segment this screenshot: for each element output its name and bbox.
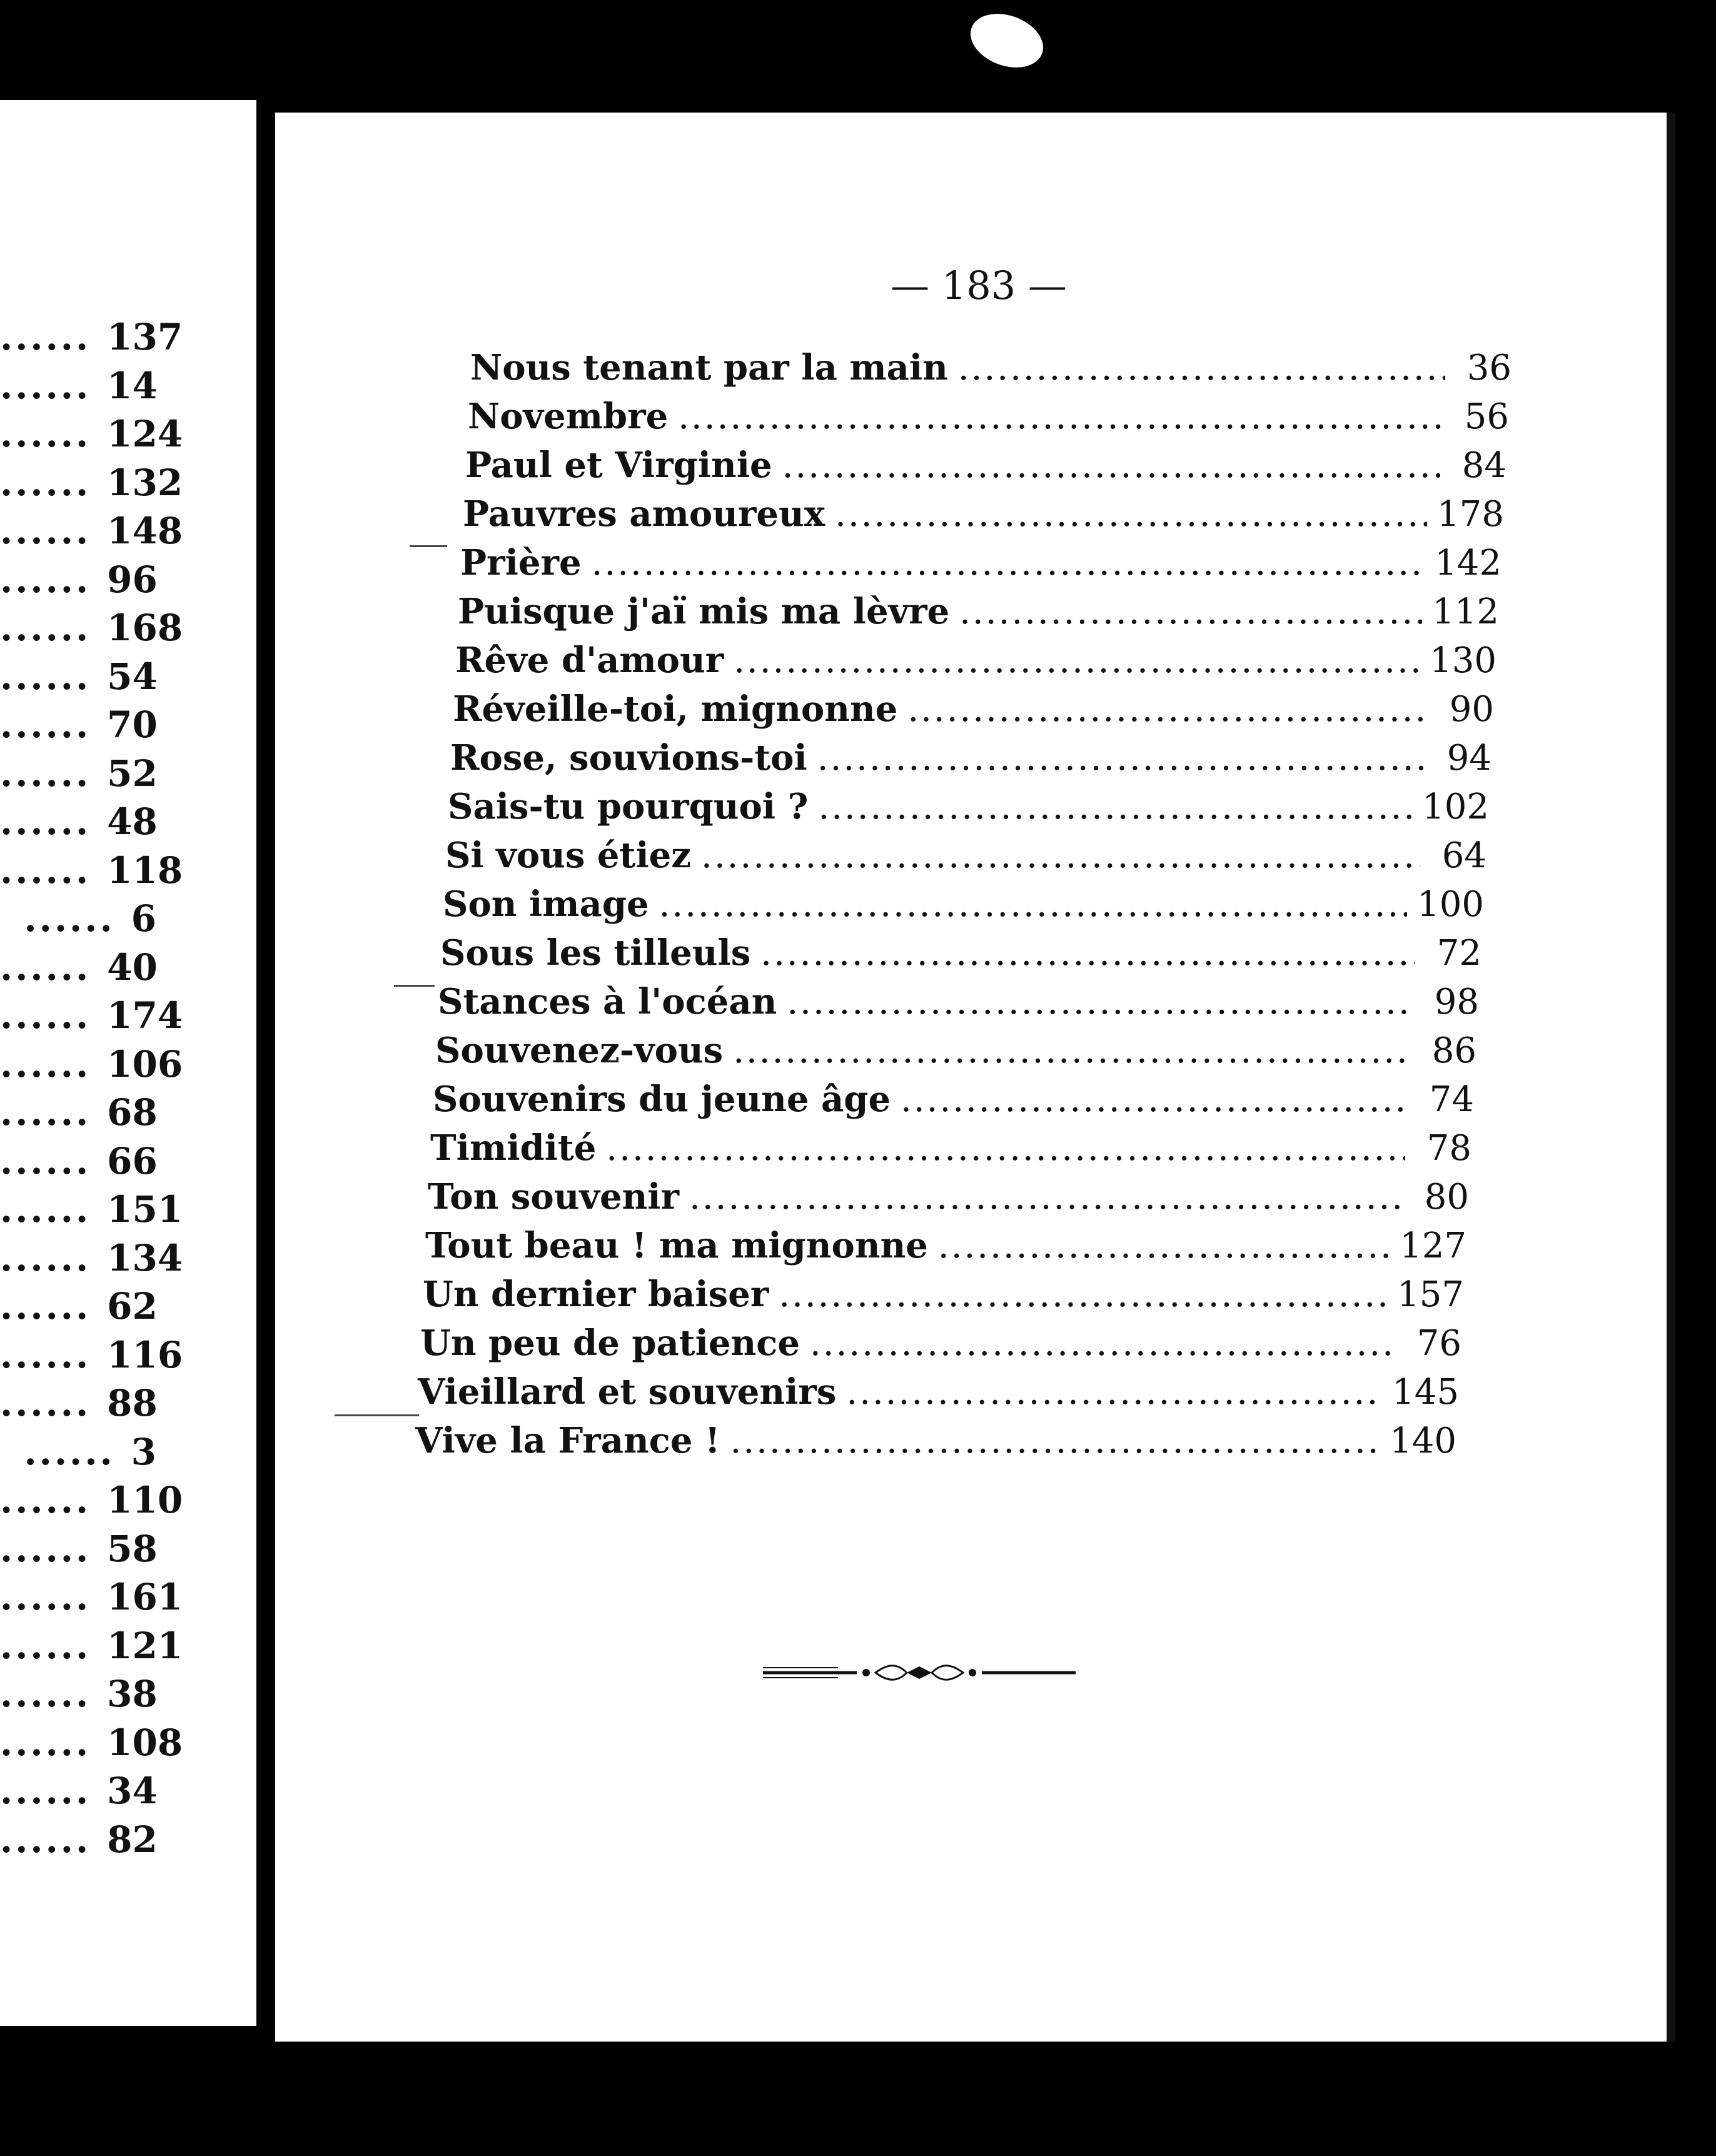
toc-entry-title: Vive la France ! bbox=[415, 1420, 720, 1461]
toc-entry-page: 56 bbox=[1464, 396, 1509, 437]
toc-entry-page: 102 bbox=[1422, 787, 1489, 827]
dot-leader bbox=[817, 738, 1425, 778]
left-page-entry bbox=[0, 1624, 183, 1667]
toc-entry-page: 84 bbox=[1461, 445, 1507, 486]
toc-entry-title: Paul et Virginie bbox=[465, 445, 772, 486]
toc-entry-title: Vieillard et souvenirs bbox=[418, 1371, 837, 1413]
left-page-entry bbox=[0, 1188, 183, 1231]
toc-entry bbox=[460, 542, 1502, 586]
left-page-number: 132 bbox=[107, 461, 183, 504]
dot-leader: ...... bbox=[0, 1139, 91, 1182]
toc-entry-page: 112 bbox=[1432, 592, 1499, 632]
left-page-entry bbox=[0, 1818, 158, 1861]
left-page-entry bbox=[0, 703, 158, 746]
dot-leader bbox=[659, 884, 1408, 925]
left-page-entry bbox=[0, 1576, 183, 1618]
toc-entry bbox=[455, 640, 1496, 683]
toc-entry-page: 80 bbox=[1424, 1177, 1469, 1217]
dot-leader: ...... bbox=[0, 413, 91, 455]
dot-leader bbox=[730, 1421, 1380, 1461]
dot-leader bbox=[782, 445, 1440, 486]
left-page-number: 134 bbox=[107, 1236, 183, 1279]
toc-entry-title: Un dernier baiser bbox=[423, 1274, 769, 1315]
toc-entry-title: Timidité bbox=[430, 1127, 597, 1169]
dot-leader: ...... bbox=[0, 316, 91, 358]
left-page-number: 124 bbox=[107, 413, 183, 455]
left-page-entry bbox=[0, 849, 183, 892]
left-page-number: 34 bbox=[107, 1770, 158, 1812]
left-page-entry bbox=[0, 1673, 158, 1715]
toc-entry-title: Rose, souvions-toi bbox=[450, 737, 807, 778]
dot-leader bbox=[592, 543, 1425, 583]
dot-leader bbox=[779, 1274, 1387, 1315]
left-page-number: 58 bbox=[107, 1527, 158, 1570]
toc-entry-page: 142 bbox=[1435, 543, 1502, 583]
left-page-number: 88 bbox=[107, 1382, 158, 1424]
toc-entry bbox=[465, 445, 1507, 488]
dot-leader bbox=[835, 494, 1427, 535]
toc-entry-page: 157 bbox=[1397, 1274, 1464, 1315]
left-page-number: 40 bbox=[107, 945, 158, 989]
left-page-number: 121 bbox=[107, 1624, 183, 1667]
dot-leader bbox=[689, 1177, 1403, 1217]
dot-leader: ...... bbox=[0, 1236, 91, 1279]
ornament-divider bbox=[763, 1660, 1076, 1685]
dot-leader: ...... bbox=[0, 1770, 91, 1812]
toc-entry-page: 94 bbox=[1446, 738, 1491, 778]
toc-entry-title: Ton souvenir bbox=[428, 1176, 680, 1217]
dot-leader: ...... bbox=[24, 897, 115, 940]
left-page-number: 151 bbox=[107, 1188, 183, 1231]
toc-entry-page: 72 bbox=[1436, 933, 1481, 974]
dot-leader: ...... bbox=[0, 703, 91, 746]
left-page-entry bbox=[0, 1527, 158, 1570]
left-page-number: 137 bbox=[107, 316, 183, 358]
toc-entry-title: Rêve d'amour bbox=[455, 640, 724, 681]
toc-entry-page: 98 bbox=[1434, 982, 1479, 1022]
toc-entry bbox=[450, 737, 1491, 781]
film-speck bbox=[963, 4, 1051, 77]
left-page-entry bbox=[0, 1430, 156, 1473]
dot-leader: ...... bbox=[0, 364, 91, 407]
toc-entry bbox=[458, 591, 1499, 635]
left-page-number: 52 bbox=[107, 752, 158, 795]
dot-leader: ...... bbox=[0, 1576, 91, 1618]
dot-leader: ...... bbox=[0, 461, 91, 504]
dot-leader: ...... bbox=[0, 800, 91, 843]
left-page-entry bbox=[0, 945, 158, 989]
left-page-entry bbox=[0, 1770, 158, 1812]
toc-entry bbox=[438, 981, 1479, 1025]
dot-leader: ...... bbox=[0, 1091, 91, 1134]
toc-entry-page: 76 bbox=[1416, 1323, 1461, 1364]
dot-leader: ...... bbox=[0, 994, 91, 1037]
left-page-entry bbox=[0, 1236, 183, 1279]
dot-leader bbox=[734, 640, 1420, 681]
left-page-entry bbox=[0, 413, 183, 455]
dot-leader bbox=[760, 933, 1415, 974]
left-page-number: 14 bbox=[107, 364, 158, 407]
left-page-number: 82 bbox=[107, 1818, 158, 1861]
left-page-entry bbox=[0, 800, 158, 843]
toc-entry-page: 78 bbox=[1426, 1128, 1471, 1169]
dot-leader: ...... bbox=[0, 1527, 91, 1570]
left-page-entry bbox=[0, 1285, 158, 1327]
toc-entry-title: Un peu de patience bbox=[420, 1322, 800, 1364]
toc-entry bbox=[428, 1176, 1469, 1220]
page-number-header: — 183 — bbox=[891, 263, 1067, 308]
dot-leader bbox=[846, 1372, 1382, 1413]
left-page-number: 161 bbox=[107, 1576, 183, 1618]
toc-entry bbox=[418, 1371, 1459, 1415]
toc-entry-title: Sais-tu pourquoi ? bbox=[448, 786, 809, 827]
left-page-entry bbox=[0, 1721, 183, 1764]
left-page-number: 66 bbox=[107, 1139, 158, 1182]
toc-entry bbox=[420, 1322, 1461, 1366]
left-page-number: 48 bbox=[107, 800, 158, 843]
toc-entry bbox=[425, 1225, 1466, 1269]
toc-entry-title: Souvenirs du jeune âge bbox=[433, 1079, 891, 1120]
toc-entry-title: Pauvres amoureux bbox=[463, 493, 825, 535]
left-page-entry bbox=[0, 461, 183, 504]
left-page-number: 38 bbox=[107, 1673, 158, 1715]
dot-leader bbox=[907, 689, 1428, 730]
dot-leader: ...... bbox=[0, 849, 91, 892]
dot-leader: ...... bbox=[0, 607, 91, 649]
toc-entry-title: Son image bbox=[443, 884, 649, 925]
toc-entry-page: 64 bbox=[1441, 835, 1486, 876]
left-page-entry bbox=[0, 364, 158, 407]
toc-entry-title: Stances à l'océan bbox=[438, 981, 777, 1022]
margin-mark bbox=[410, 545, 447, 547]
toc-entry-page: 140 bbox=[1390, 1421, 1456, 1461]
toc-entry bbox=[470, 347, 1512, 391]
dot-leader bbox=[958, 348, 1445, 388]
left-page-number: 174 bbox=[107, 994, 183, 1037]
left-page-number: 118 bbox=[107, 849, 183, 892]
toc-entry bbox=[430, 1127, 1471, 1171]
toc-entry bbox=[445, 835, 1486, 879]
left-page-number: 110 bbox=[107, 1479, 183, 1521]
toc-entry-title: Prière bbox=[460, 542, 582, 583]
dot-leader: ...... bbox=[0, 1479, 91, 1521]
dot-leader bbox=[810, 1323, 1395, 1364]
toc-entry-title: Si vous étiez bbox=[445, 835, 692, 876]
left-page-entry bbox=[0, 994, 183, 1037]
left-page-number: 108 bbox=[107, 1721, 183, 1764]
toc-entry bbox=[435, 1030, 1476, 1074]
toc-entry-title: Novembre bbox=[468, 396, 669, 437]
toc-entry bbox=[423, 1274, 1464, 1317]
left-page-entry bbox=[0, 510, 183, 552]
toc-entry-page: 74 bbox=[1429, 1079, 1474, 1120]
left-page-entry bbox=[0, 316, 183, 358]
toc-entry bbox=[440, 932, 1481, 976]
dot-leader: ...... bbox=[0, 1188, 91, 1231]
dot-leader bbox=[787, 982, 1413, 1022]
toc-entry-page: 127 bbox=[1400, 1226, 1466, 1266]
toc-entry-page: 178 bbox=[1437, 494, 1504, 535]
dot-leader: ...... bbox=[0, 752, 91, 795]
left-page-number: 148 bbox=[107, 510, 183, 552]
toc-entry bbox=[463, 493, 1504, 537]
toc-entry-title: Sous les tilleuls bbox=[440, 932, 751, 974]
left-page-entry bbox=[0, 752, 158, 795]
dot-leader bbox=[701, 835, 1420, 876]
left-page-entry bbox=[0, 1139, 158, 1182]
toc-entry-page: 36 bbox=[1466, 348, 1512, 388]
left-page-number: 168 bbox=[107, 607, 183, 649]
toc-entry-title: Tout beau ! ma mignonne bbox=[425, 1225, 928, 1266]
dot-leader: ...... bbox=[0, 1333, 91, 1376]
toc-entry-page: 86 bbox=[1431, 1030, 1476, 1071]
dot-leader: ...... bbox=[0, 1382, 91, 1424]
dot-leader: ...... bbox=[0, 1042, 91, 1086]
dot-leader: ...... bbox=[0, 1721, 91, 1764]
left-page-entry bbox=[0, 897, 156, 940]
left-page-number: 68 bbox=[107, 1091, 158, 1134]
dot-leader: ...... bbox=[0, 1673, 91, 1715]
left-page-entry bbox=[0, 607, 183, 649]
toc-entry-title: Puisque j'aï mis ma lèvre bbox=[458, 591, 950, 632]
toc-entry-title: Réveille-toi, mignonne bbox=[453, 688, 898, 730]
dot-leader bbox=[959, 592, 1422, 632]
dot-leader bbox=[818, 787, 1412, 827]
left-page-number: 96 bbox=[107, 558, 158, 601]
dot-leader: ...... bbox=[0, 1285, 91, 1327]
dot-leader: ...... bbox=[0, 945, 91, 989]
left-page-number: 70 bbox=[107, 703, 158, 746]
dot-leader: ...... bbox=[0, 655, 91, 698]
left-page-entry bbox=[0, 1042, 183, 1086]
left-page-number: 3 bbox=[131, 1430, 156, 1473]
dot-leader bbox=[901, 1079, 1408, 1120]
toc-entry-title: Nous tenant par la main bbox=[470, 347, 948, 388]
toc-entry bbox=[433, 1079, 1474, 1122]
dot-leader bbox=[938, 1226, 1390, 1266]
left-page-entry bbox=[0, 558, 158, 601]
dot-leader bbox=[678, 396, 1443, 437]
left-page-entry bbox=[0, 1333, 183, 1376]
toc-entry bbox=[415, 1420, 1456, 1464]
toc-entry-page: 100 bbox=[1417, 884, 1484, 925]
dot-leader: ...... bbox=[0, 1818, 91, 1861]
toc-entry bbox=[468, 396, 1509, 440]
left-page-number: 106 bbox=[107, 1042, 183, 1086]
toc-entry-title: Souvenez-vous bbox=[435, 1030, 724, 1071]
margin-mark bbox=[394, 985, 435, 987]
left-page-number: 116 bbox=[107, 1333, 183, 1376]
toc-entry bbox=[448, 786, 1489, 830]
left-page-number: 62 bbox=[107, 1285, 158, 1327]
margin-mark bbox=[335, 1414, 419, 1416]
left-page-number: 54 bbox=[107, 655, 158, 698]
left-page-number: 6 bbox=[131, 897, 156, 940]
toc-entry bbox=[453, 688, 1494, 732]
dot-leader: ...... bbox=[0, 1624, 91, 1667]
left-page-entry bbox=[0, 1091, 158, 1134]
toc-entry-page: 90 bbox=[1449, 689, 1494, 730]
toc-entry-page: 130 bbox=[1430, 640, 1496, 681]
left-page-entry bbox=[0, 1382, 158, 1424]
left-page-entry bbox=[0, 655, 158, 698]
dot-leader bbox=[733, 1030, 1410, 1071]
dot-leader: ...... bbox=[0, 510, 91, 552]
toc-entry-page: 145 bbox=[1392, 1372, 1459, 1413]
dot-leader: ...... bbox=[0, 558, 91, 601]
dot-leader: ...... bbox=[24, 1430, 115, 1473]
toc-entry bbox=[443, 884, 1484, 927]
dot-leader bbox=[606, 1128, 1405, 1169]
left-page-entry bbox=[0, 1479, 183, 1521]
